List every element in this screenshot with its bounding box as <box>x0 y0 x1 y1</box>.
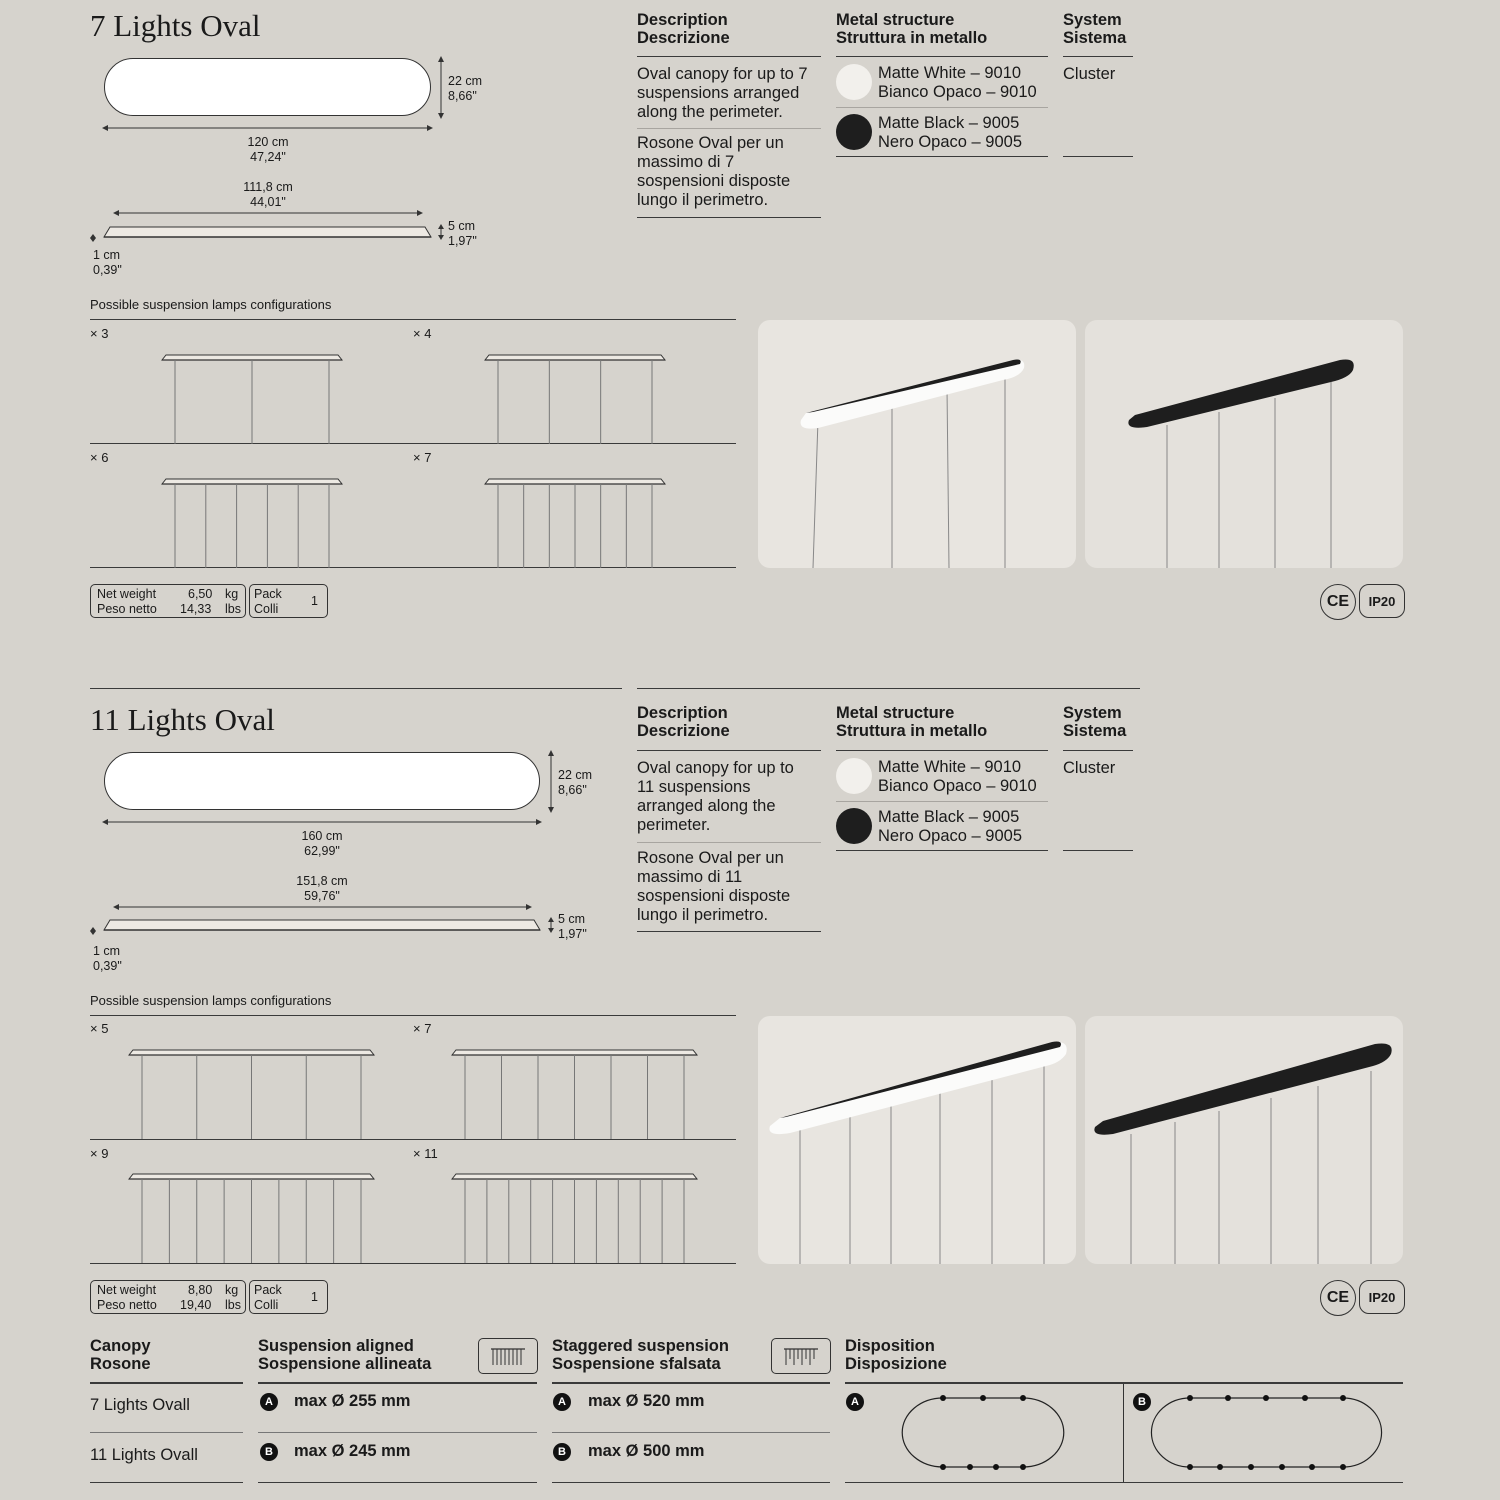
canopy-header-en: Canopy <box>90 1337 151 1355</box>
pack-value: 1 <box>311 594 318 608</box>
lbs-unit: lbs <box>225 602 241 616</box>
description-it: Rosone Oval per un massimo di 11 sospensioni disposte lungo il perimetro. <box>637 849 791 924</box>
depth-cm: 22 cm <box>558 768 593 782</box>
height-in: 1,97" <box>558 927 587 941</box>
metal-header-en: Metal structure <box>836 11 955 29</box>
depth-cm: 22 cm <box>448 74 483 88</box>
staggered-max: max Ø 500 mm <box>588 1442 705 1460</box>
metal-header-it: Struttura in metallo <box>836 29 988 47</box>
metal-header-it: Struttura in metallo <box>836 722 988 740</box>
weight-kg: 6,50 <box>188 587 213 601</box>
inner-width-in: 44,01" <box>250 195 286 209</box>
disposition-header-en: Disposition <box>845 1337 935 1355</box>
thickness-cm: 1 cm <box>93 944 121 958</box>
ce-mark-icon: CE <box>1320 584 1356 620</box>
width-in: 47,24" <box>250 150 286 164</box>
config-label: × 6 <box>90 450 109 465</box>
depth-in: 8,66" <box>558 783 587 797</box>
finish-black-it: Nero Opaco – 9005 <box>878 827 1023 845</box>
kg-unit: kg <box>225 587 239 601</box>
metal-header-en: Metal structure <box>836 704 955 722</box>
weight-kg: 8,80 <box>188 1283 213 1297</box>
width-cm: 120 cm <box>247 135 289 149</box>
badge-a: A <box>260 1393 278 1411</box>
disposition-header-it: Disposizione <box>845 1355 947 1373</box>
finish-white-it: Bianco Opaco – 9010 <box>878 83 1037 101</box>
canopy-row-name: 11 Lights Ovall <box>90 1446 198 1464</box>
thickness-in: 0,39" <box>93 959 122 973</box>
config-label: × 7 <box>413 450 432 465</box>
aligned-header-it: Sospensione allineata <box>258 1355 432 1373</box>
lbs-unit: lbs <box>225 1298 241 1312</box>
canopy-header-it: Rosone <box>90 1355 151 1373</box>
finish-black-en: Matte Black – 9005 <box>878 114 1020 132</box>
config-label: × 11 <box>413 1146 438 1161</box>
inner-width-cm: 111,8 cm <box>243 180 293 194</box>
ce-mark-icon: CE <box>1320 1280 1356 1316</box>
config-label: × 3 <box>90 326 109 341</box>
staggered-header-it: Sospensione sfalsata <box>552 1355 721 1373</box>
finish-black-en: Matte Black – 9005 <box>878 808 1020 826</box>
section-title: 11 Lights Oval <box>90 702 275 737</box>
desc-header-en: Description <box>637 704 728 722</box>
height-cm: 5 cm <box>558 912 586 926</box>
badge-b: B <box>553 1443 571 1461</box>
weight-label-it: Peso netto <box>97 1298 157 1312</box>
system-header-en: System <box>1063 704 1122 722</box>
badge-b: B <box>260 1443 278 1461</box>
aligned-header-en: Suspension aligned <box>258 1337 414 1355</box>
description-en: Oval canopy for up to 11 suspensions arranged along the perimeter. <box>637 759 794 834</box>
height-in: 1,97" <box>448 234 477 248</box>
ip-rating: IP20 <box>1359 584 1405 618</box>
configs-label: Possible suspension lamps configurations <box>90 993 332 1008</box>
config-label: × 4 <box>413 326 432 341</box>
weight-lbs: 14,33 <box>180 602 212 616</box>
weight-label-en: Net weight <box>97 1283 157 1297</box>
inner-width-cm: 151,8 cm <box>296 874 348 888</box>
desc-header-it: Descrizione <box>637 722 730 740</box>
staggered-max: max Ø 520 mm <box>588 1392 705 1410</box>
weight-lbs: 19,40 <box>180 1298 212 1312</box>
config-label: × 9 <box>90 1146 109 1161</box>
height-cm: 5 cm <box>448 219 476 233</box>
section-title: 7 Lights Oval <box>90 8 261 43</box>
badge-a: A <box>553 1393 571 1411</box>
system-header-en: System <box>1063 11 1122 29</box>
finish-black-it: Nero Opaco – 9005 <box>878 133 1023 151</box>
pack-label-en: Pack <box>254 1283 282 1297</box>
system-value: Cluster <box>1063 65 1116 83</box>
thickness-cm: 1 cm <box>93 248 121 262</box>
desc-header-it: Descrizione <box>637 29 730 47</box>
staggered-header-en: Staggered suspension <box>552 1337 729 1355</box>
system-value: Cluster <box>1063 759 1116 777</box>
pack-label-it: Colli <box>254 1298 279 1312</box>
finish-white-en: Matte White – 9010 <box>878 64 1022 82</box>
pack-value: 1 <box>311 1290 318 1304</box>
kg-unit: kg <box>225 1283 239 1297</box>
description-it: Rosone Oval per un massimo di 7 sospensioni disposte lungo il perimetro. <box>637 134 791 209</box>
system-header-it: Sistema <box>1063 29 1127 47</box>
weight-label-en: Net weight <box>97 587 157 601</box>
description-en: Oval canopy for up to 7 suspensions arranged along the perimeter. <box>637 65 808 121</box>
configs-label: Possible suspension lamps configurations <box>90 297 332 312</box>
aligned-max: max Ø 255 mm <box>294 1392 411 1410</box>
depth-in: 8,66" <box>448 89 477 103</box>
desc-header-en: Description <box>637 11 728 29</box>
width-in: 62,99" <box>304 844 340 858</box>
finish-white-en: Matte White – 9010 <box>878 758 1022 776</box>
disposition-badge-a: A <box>846 1393 864 1411</box>
width-cm: 160 cm <box>301 829 343 843</box>
config-label: × 5 <box>90 1021 109 1036</box>
canopy-row-name: 7 Lights Ovall <box>90 1396 190 1414</box>
ip-rating: IP20 <box>1359 1280 1405 1314</box>
weight-label-it: Peso netto <box>97 602 157 616</box>
finish-white-it: Bianco Opaco – 9010 <box>878 777 1037 795</box>
disposition-badge-b: B <box>1133 1393 1151 1411</box>
aligned-max: max Ø 245 mm <box>294 1442 411 1460</box>
system-header-it: Sistema <box>1063 722 1127 740</box>
inner-width-in: 59,76" <box>304 889 340 903</box>
config-label: × 7 <box>413 1021 432 1036</box>
pack-label-it: Colli <box>254 602 279 616</box>
pack-label-en: Pack <box>254 587 282 601</box>
thickness-in: 0,39" <box>93 263 122 277</box>
